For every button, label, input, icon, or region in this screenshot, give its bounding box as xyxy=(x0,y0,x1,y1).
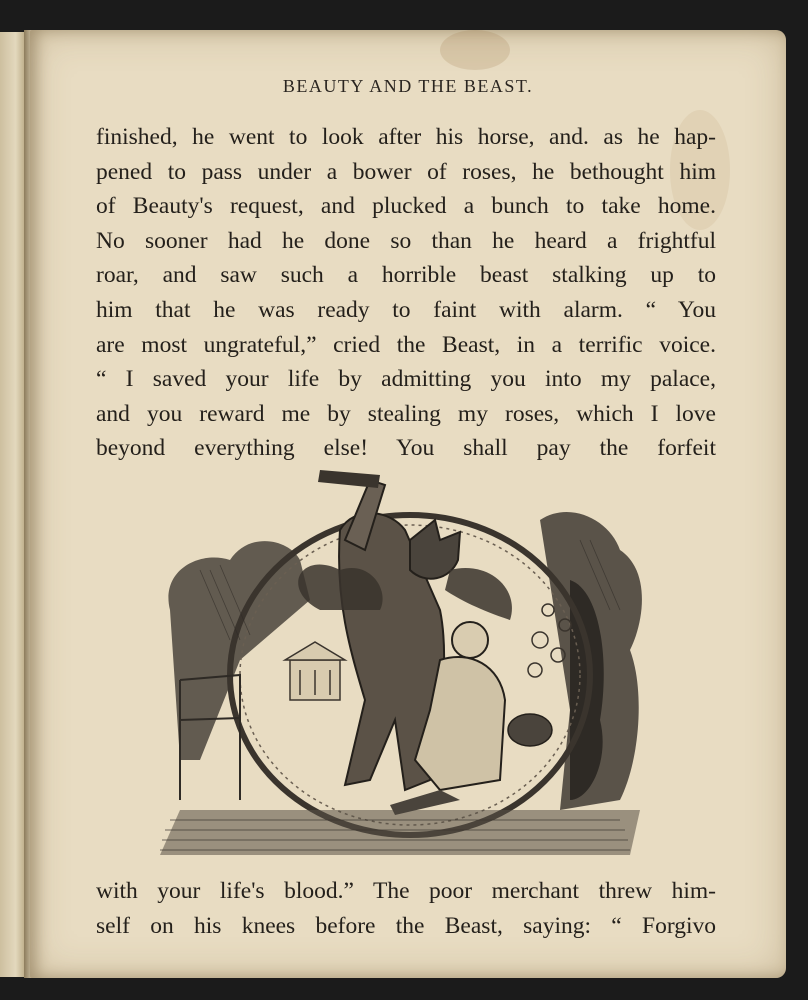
ground xyxy=(160,810,640,855)
beast-wing-right xyxy=(445,568,512,620)
paper-stain xyxy=(440,30,510,70)
text-line: are most ungrateful,” cried the Beast, in a terrific voice. xyxy=(96,331,716,358)
body-text-bottom xyxy=(96,874,716,943)
text-line: him that he was ready to faint with alarm. “ You xyxy=(96,296,716,323)
beast-club xyxy=(318,470,380,488)
text-line: pened to pass under a bower of roses, he bethought him xyxy=(96,158,716,185)
book-page xyxy=(30,30,786,978)
text-line: and you reward me by stealing my roses, which I love xyxy=(96,400,716,427)
text-line: of Beauty's request, and plucked a bunch to take home. xyxy=(96,193,716,220)
body-text-top xyxy=(96,120,716,466)
text-line: “ I saved your life by admitting you into my palace, xyxy=(96,366,716,393)
text-line: finished, he went to look after his horse, and. as he hap- xyxy=(96,124,716,150)
text-line: beyond everything else! You shall pay the forfeit xyxy=(96,435,716,462)
text-line: self on his knees before the Beast, saying: “ Forgivo xyxy=(96,912,716,939)
running-head: BEAUTY AND THE BEAST. xyxy=(282,76,534,96)
text-line: with your life's blood.” The poor merchant threw him- xyxy=(96,878,716,904)
facing-page-edge xyxy=(0,32,26,977)
text-line: No sooner had he done so than he heard a frightful xyxy=(96,227,716,254)
palace-building xyxy=(285,642,345,700)
text-line: roar, and saw such a horrible beast stalking up to xyxy=(96,262,716,289)
woodcut-illustration xyxy=(140,460,660,880)
